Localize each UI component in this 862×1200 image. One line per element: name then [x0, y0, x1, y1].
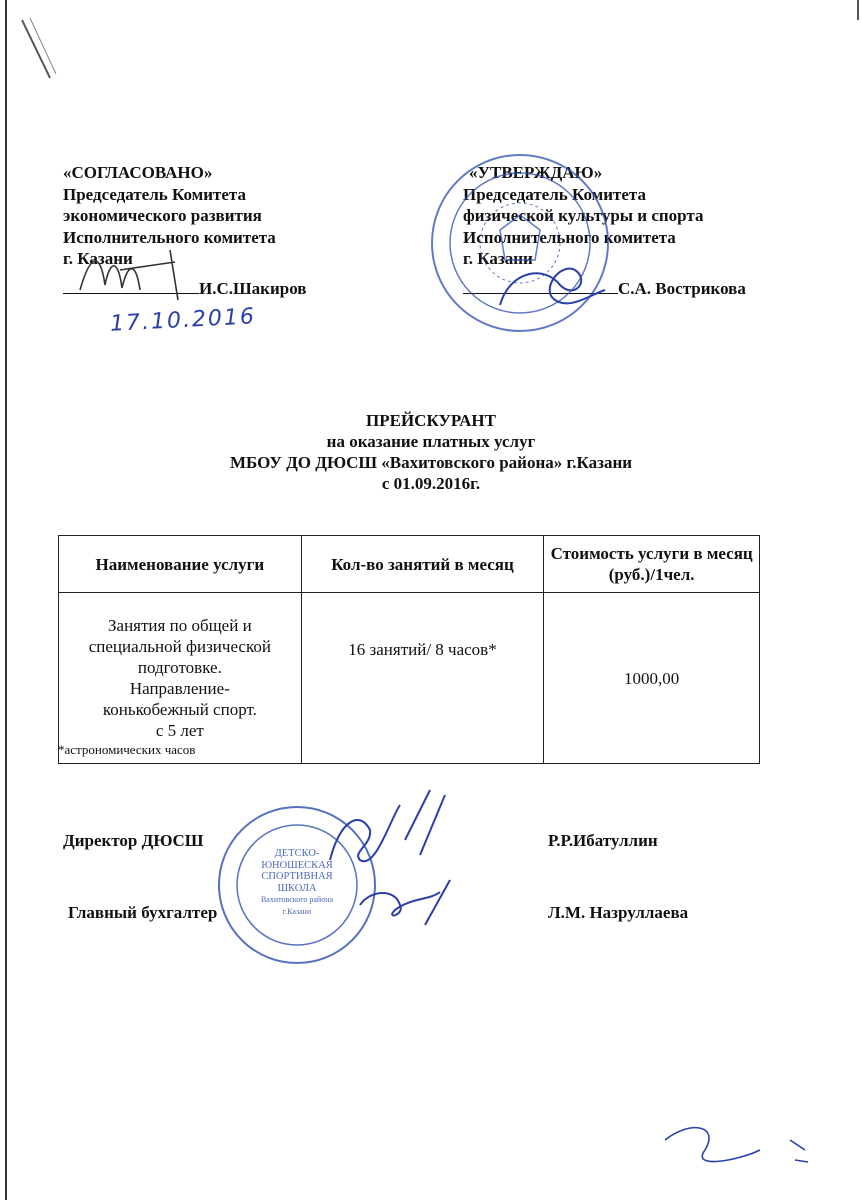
service-line: специальной физической	[88, 637, 271, 656]
header-price: Стоимость услуги в месяц (руб.)/1чел.	[544, 536, 760, 593]
header-service: Наименование услуги	[59, 536, 302, 593]
director-role: Директор ДЮСШ	[63, 831, 204, 850]
handwritten-date: 17.10.2016	[109, 304, 257, 337]
right-approval-line: г. Казани	[463, 249, 533, 268]
stamp-line: г.Казани	[282, 906, 312, 916]
title-line-2: на оказание платных услуг	[326, 432, 536, 451]
accountant-signature	[360, 880, 450, 925]
header-sessions: Кол-во занятий в месяц	[301, 536, 544, 593]
stamp-line: ДЕТСКО-	[274, 848, 320, 859]
cell-service	[59, 593, 302, 764]
stamp-line: ШКОЛА	[277, 882, 317, 894]
right-approval-line: физической культуры и спорта	[463, 206, 704, 225]
service-line: Направление-	[129, 679, 230, 698]
page-initials	[665, 1128, 808, 1162]
left-signature-line	[63, 276, 199, 294]
accountant-role: Главный бухгалтер	[68, 903, 218, 922]
cell-sessions: 16 занятий/ 8 часов*	[301, 593, 544, 764]
title-main: ПРЕЙСКУРАНТ	[366, 411, 496, 430]
left-approval-heading: «СОГЛАСОВАНО»	[63, 163, 213, 182]
left-signatory-name: И.С.Шакиров	[199, 278, 307, 298]
service-line: подготовке.	[137, 658, 222, 677]
school-stamp-lettering	[247, 848, 347, 917]
left-approval-line: Председатель Комитета	[63, 184, 246, 204]
stamp-line: ЮНОШЕСКАЯ	[261, 859, 333, 871]
title-line-4: с 01.09.2016г.	[381, 474, 481, 493]
left-approval-line: Исполнительного комитета	[63, 227, 276, 247]
right-approval-line: Исполнительного комитета	[463, 227, 676, 247]
left-approval-line: г. Казани	[63, 249, 133, 268]
stamp-line: СПОРТИВНАЯ	[261, 871, 333, 882]
director-signature	[330, 790, 445, 861]
left-approval-block	[63, 162, 306, 299]
cell-price: 1000,00	[544, 593, 760, 764]
service-line: Занятия по общей и	[108, 616, 252, 635]
footnote: *астрономических часов	[58, 742, 196, 757]
right-signature-line	[463, 276, 618, 294]
price-table	[58, 535, 760, 764]
document-title	[0, 410, 862, 494]
title-line-3: МБОУ ДО ДЮСШ «Вахитовского района» г.Казани	[229, 453, 633, 472]
right-approval-block	[463, 162, 746, 299]
director-name: Р.Р.Ибатуллин	[548, 831, 658, 850]
table-header-row	[59, 536, 760, 593]
left-approval-line: экономического развития	[63, 206, 262, 225]
right-approval-heading: «УТВЕРЖДАЮ»	[469, 163, 603, 182]
right-signatory-name: С.А. Вострикова	[618, 278, 746, 298]
stamp-line: Вахитовского района	[260, 895, 334, 904]
service-line: с 5 лет	[155, 721, 204, 740]
table-row	[59, 593, 760, 764]
service-line: конькобежный спорт.	[102, 700, 257, 719]
right-approval-line: Председатель Комитета	[463, 184, 646, 204]
accountant-name: Л.М. Назруллаева	[548, 903, 689, 922]
